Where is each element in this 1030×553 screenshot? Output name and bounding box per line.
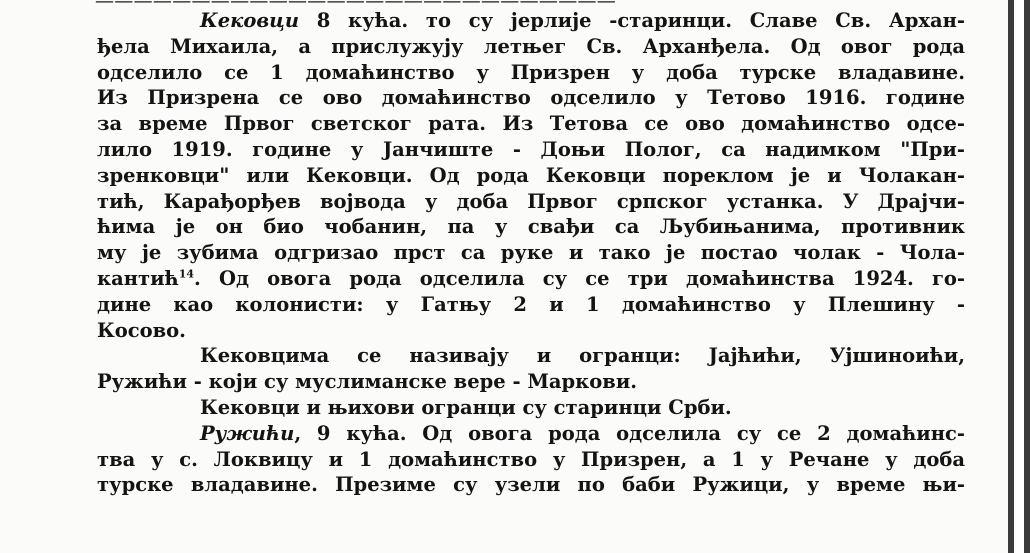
text-line-content: , 9 кућа. Од овога рода одселила су се 2 домаћинс- bbox=[294, 421, 965, 445]
text-line: му је зубима одгризао прст са руке и тако је постао чолак - Чола- bbox=[97, 241, 965, 265]
text-line: Кековци и њихови огранци су старинци Срби. bbox=[200, 395, 732, 419]
text-line: ћима је он био чобанин, па у свађи са Љубињанима, противник bbox=[97, 215, 965, 239]
text-line: Ружићи - који су муслиманске вере - Маркови. bbox=[97, 370, 638, 394]
text-line: дине као колонисти: у Гатњу 2 и 1 домаћинство у Плешину - bbox=[97, 292, 965, 316]
text-line: зренковци" или Кековци. Од рода Кековци пореклом је и Чолакан- bbox=[97, 163, 965, 187]
text-line bbox=[97, 8, 965, 34]
document-body bbox=[97, 8, 965, 498]
text-line-content: кантић bbox=[97, 266, 179, 290]
text-line bbox=[97, 266, 965, 292]
text-line: ђела Михаила, а прислужују летњег Св. Арханђела. Од овог рода bbox=[97, 34, 965, 58]
text-line: турске владавине. Презиме су узели по баби Ружици, у време њи- bbox=[97, 473, 965, 497]
text-line-content: . Од овога рода одселила су се три домаћинства 1924. го- bbox=[194, 266, 965, 290]
text-line: Из Призрена се ово домаћинство одселило у Тетово 1916. године bbox=[97, 86, 965, 110]
text-line: тић, Карађорђев војвода у доба Првог српског устанка. У Драјчи- bbox=[97, 189, 965, 213]
text-line bbox=[97, 421, 965, 447]
cut-off-top-line: ——————————————————————————— bbox=[95, 0, 617, 12]
text-line: за време Првог светског рата. Из Тетова се ово домаћинство одсе- bbox=[97, 112, 965, 136]
paragraph-ruzici bbox=[97, 421, 965, 498]
family-name: Кековци bbox=[200, 9, 299, 32]
text-line-content: 8 кућа. то су јерлије -старинци. Славе Св. Архан- bbox=[299, 9, 965, 32]
text-line: Косово. bbox=[97, 318, 186, 342]
paragraph-kekovci bbox=[97, 8, 965, 343]
text-line: Кековцима се називају и огранци: Јајћићи, Ујшиноићи, bbox=[200, 344, 965, 368]
page-edge-inner bbox=[1014, 0, 1024, 553]
text-line: тва у с. Локвицу и 1 домаћинство у Призрен, а 1 у Речане у доба bbox=[97, 447, 965, 471]
footnote-marker: 14 bbox=[178, 267, 195, 281]
text-line: одселило се 1 домаћинство у Призрен у доба турске владавине. bbox=[97, 60, 965, 84]
page-edge-border bbox=[1008, 0, 1030, 553]
paragraph-ogranci bbox=[97, 343, 965, 395]
family-name: Ружићи bbox=[200, 421, 295, 445]
text-line: лило 1919. године у Јанчиште - Доњи Полог, са надимком "При- bbox=[97, 137, 965, 161]
paragraph-starinci bbox=[97, 395, 965, 421]
